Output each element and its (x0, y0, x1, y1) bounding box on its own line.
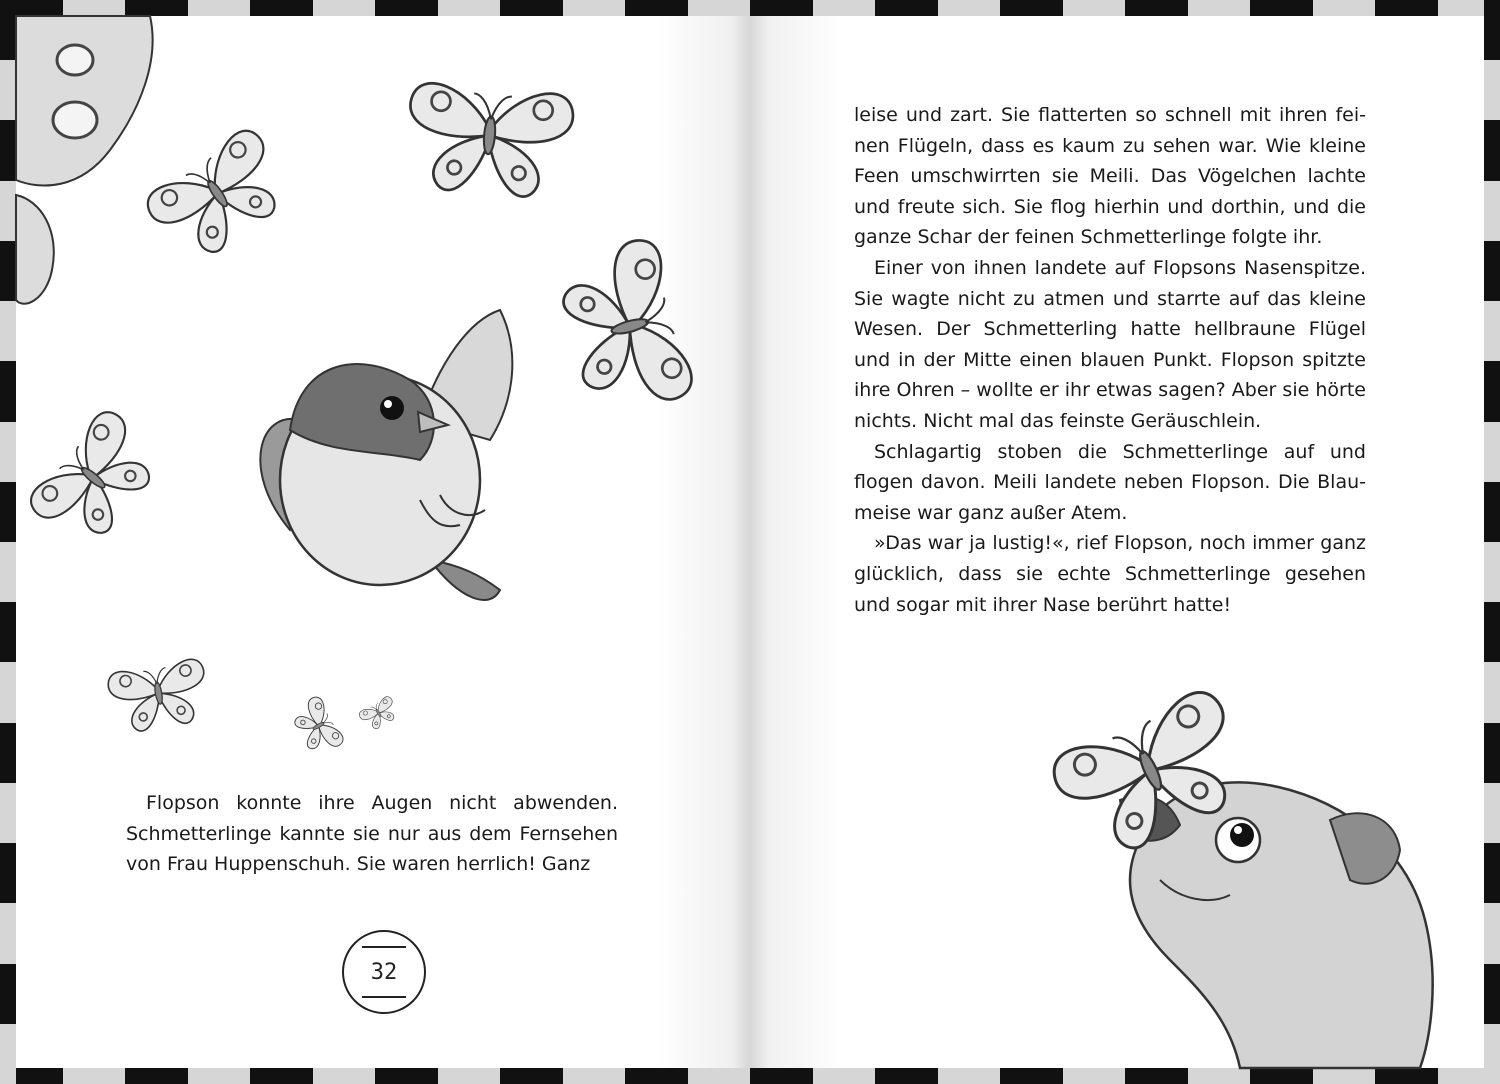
right-page-text (854, 100, 1366, 620)
butterfly-3 (553, 236, 697, 421)
page-number-badge (342, 930, 426, 1014)
animal-flopson (1120, 782, 1433, 1068)
butterfly-6 (288, 695, 345, 760)
right-paragraph-2: Einer von ihnen landete auf Flopsons Nasenspitze. Sie wagte nicht zu atmen und starrte auf das kleine Wesen. Der Schmetterling hatte hellbraune Flügel und in der Mitte einen blauen Punkt. Flopson spitzte ihre Ohren – wollte er ihr etwas sagen? Aber sie hörte nichts. Nicht mal das feinste Geräuschlein. (854, 256, 1366, 432)
left-paragraph-1: Flopson konnte ihre Augen nicht abwenden. Schmetterlinge kannte sie nur aus dem Fernsehen von Frau Huppenschuh. Sie waren herrlich! Ganz (126, 792, 618, 876)
page-number: 32 (370, 959, 398, 985)
bird-meili (260, 310, 512, 600)
page-number-rule-bottom (362, 996, 406, 998)
right-paragraph-3: Schlagartig stoben die Schmetterlinge auf und flogen davon. Meili landete neben Flopson. Die Blaumeise war ganz außer Atem. (854, 440, 1366, 524)
left-page-text (126, 788, 618, 880)
butterfly-7 (358, 695, 401, 733)
right-paragraph-1: leise und zart. Sie flatterten so schnell mit ihren feinen Flügeln, dass es kaum zu sehen war. Wie kleine Feen umschwirrten sie Meili. Das Vögelchen lachte und freute sich. Sie flog hierhin und dorthin, und die ganze Schar der feinen Schmetterlinge folgte ihr. (854, 104, 1366, 249)
butterfly-2 (403, 82, 575, 201)
right-paragraph-4: »Das war ja lustig!«, rief Flopson, noch immer ganz glücklich, dass sie echte Schmetterlinge gesehen und sogar mit ihrer Nase berührt hatte! (854, 532, 1366, 616)
butterfly-4 (25, 406, 169, 556)
butterfly-5 (106, 657, 212, 735)
page-number-rule-top (362, 946, 406, 948)
butterfly-large-partial (16, 16, 153, 304)
butterfly-1 (141, 124, 299, 270)
